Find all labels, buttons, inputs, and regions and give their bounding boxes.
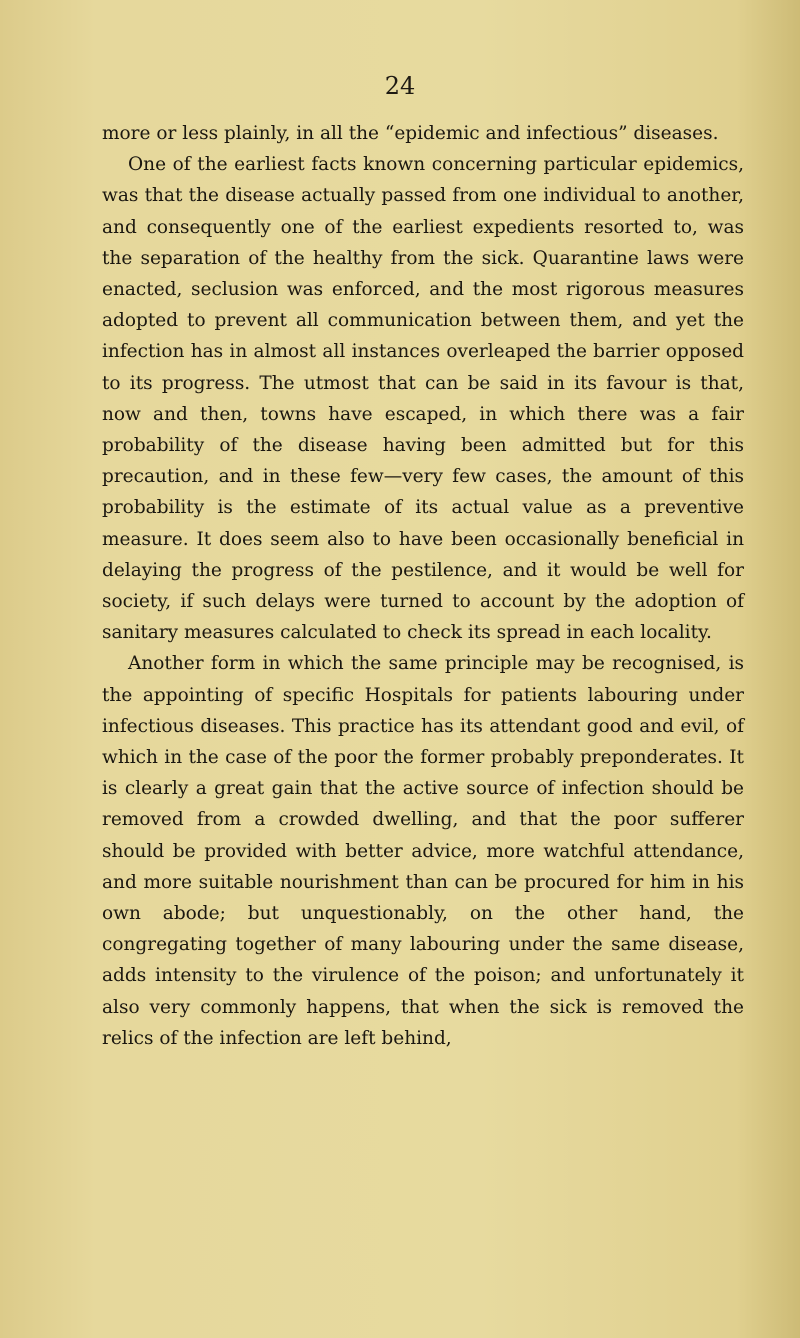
paragraph-continuation: more or less plainly, in all the “epidemic and infectious” diseases. [102,123,719,144]
page-number: 24 [384,72,416,100]
paragraph-hospitals: Another form in which the same principle may be recognised, is the appointing of specific Hospitals for patients labouring under infectious diseases. This practice has its attendant good and evil, of which in the case of the poor the former probably preponderates. It is clearly a great gain that the active source of infection should be removed from a crowded dwelling, and that the poor sufferer should be provided with better advice, more watchful attendance, and more suitable nourishment than can be procured for him in his own abode; but unquestionably, on the other hand, the congregating together of many labouring under the same disease, adds intensity to the virulence of the poison; and unfortunately it also very commonly happens, that when the sick is removed the relics of the infection are left behind, [102,653,744,1049]
body-text [102,118,744,1054]
paragraph-quarantine: One of the earliest facts known concerning particular epidemics, was that the disease actually passed from one individual to another, and consequently one of the earliest expedients resorted to, was the separation of the healthy from the sick. Quarantine laws were enacted, seclusion was enforced, and the most rigorous measures adopted to prevent all communication between them, and yet the infection has in almost all instances overleaped the barrier opposed to its progress. The utmost that can be said in its favour is that, now and then, towns have escaped, in which there was a fair probability of the disease having been admitted but for this precaution, and in these few—very few cases, the amount of this probability is the estimate of its actual value as a preventive measure. It does seem also to have been occasionally beneficial in delaying the progress of the pestilence, and it would be well for society, if such delays were turned to account by the adoption of sanitary measures calculated to check its spread in each locality. [102,154,744,644]
